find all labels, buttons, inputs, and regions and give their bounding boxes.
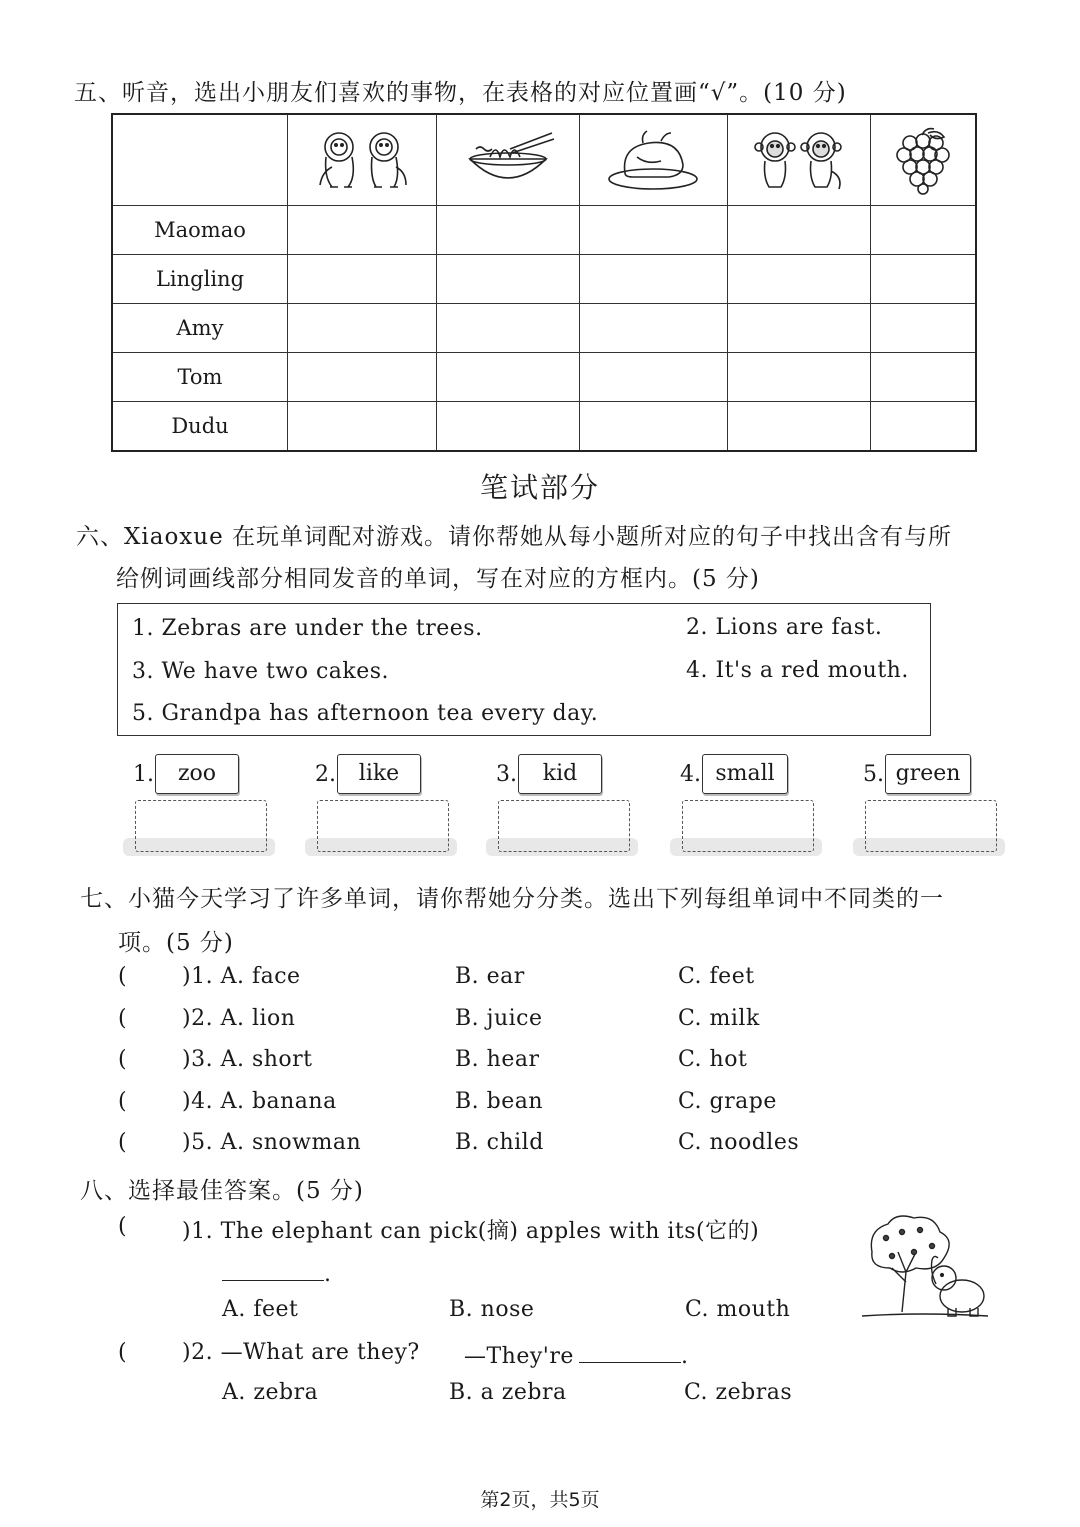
answer-cell[interactable] bbox=[579, 206, 728, 255]
question-text: )1. The elephant can pick(摘) apples with its(它的) bbox=[182, 1219, 760, 1244]
table-corner-cell bbox=[112, 114, 288, 206]
period: . bbox=[680, 1344, 689, 1369]
answer-cell[interactable] bbox=[288, 402, 437, 452]
example-word-box: like bbox=[337, 754, 421, 794]
section6-title-line1: 六、Xiaoxue 在玩单词配对游戏。请你帮她从每小题所对应的句子中找出含有与所 bbox=[76, 524, 952, 550]
written-part-heading: 笔试部分 bbox=[479, 471, 600, 504]
answer-cell[interactable] bbox=[871, 206, 976, 255]
lion-icon bbox=[288, 114, 437, 206]
question-option-b: B. child bbox=[455, 1130, 544, 1155]
answer-cell[interactable] bbox=[436, 206, 579, 255]
sentence-item: 5. Grandpa has afternoon tea every day. bbox=[132, 701, 599, 726]
answer-box[interactable] bbox=[135, 800, 267, 852]
section8-title: 八、选择最佳答案。(5 分) bbox=[80, 1178, 364, 1204]
answer-box[interactable] bbox=[498, 800, 630, 852]
answer-cell[interactable] bbox=[288, 255, 437, 304]
listening-table bbox=[111, 113, 977, 452]
answer-cell[interactable] bbox=[728, 255, 871, 304]
answer-cell[interactable] bbox=[871, 402, 976, 452]
question-option-b: B. juice bbox=[455, 1006, 543, 1031]
question-option-c: C. noodles bbox=[678, 1130, 800, 1155]
question-option-b: B. a zebra bbox=[449, 1380, 567, 1405]
period: . bbox=[324, 1262, 332, 1287]
answer-paren[interactable]: ( bbox=[118, 1089, 127, 1114]
student-name: Amy bbox=[112, 304, 288, 353]
answer-cell[interactable] bbox=[728, 304, 871, 353]
answer-cell[interactable] bbox=[436, 402, 579, 452]
answer-box[interactable] bbox=[682, 800, 814, 852]
noodles-icon bbox=[436, 114, 579, 206]
fill-blank[interactable] bbox=[464, 1340, 688, 1369]
section7-title-line1: 七、小猫今天学习了许多单词，请你帮她分分类。选出下列每组单词中不同类的一 bbox=[80, 886, 944, 912]
sentence-box bbox=[117, 603, 931, 736]
question-option-b: B. hear bbox=[455, 1047, 540, 1072]
word-number: 5. bbox=[863, 762, 884, 787]
table-row bbox=[112, 353, 976, 402]
answer-cell[interactable] bbox=[288, 304, 437, 353]
blank-line[interactable] bbox=[579, 1340, 681, 1363]
blank-line[interactable] bbox=[222, 1256, 324, 1281]
answer-cell[interactable] bbox=[871, 255, 976, 304]
table-row bbox=[112, 255, 976, 304]
answer-cell[interactable] bbox=[579, 255, 728, 304]
sentence-item: 2. Lions are fast. bbox=[686, 615, 883, 640]
question-option-b: B. ear bbox=[455, 964, 525, 989]
question-option-c: C. grape bbox=[678, 1089, 777, 1114]
answer-cell[interactable] bbox=[728, 353, 871, 402]
answer-paren[interactable]: ( bbox=[118, 1340, 127, 1365]
elephant-tree-illustration bbox=[862, 1212, 992, 1326]
section5-title: 五、听音，选出小朋友们喜欢的事物，在表格的对应位置画“√”。(10 分) bbox=[74, 80, 847, 106]
answer-paren[interactable]: ( bbox=[118, 964, 127, 989]
example-word-box: zoo bbox=[155, 754, 239, 794]
question-option-b: B. bean bbox=[455, 1089, 544, 1114]
example-word-box: green bbox=[885, 754, 971, 794]
answer-cell[interactable] bbox=[436, 255, 579, 304]
question-option-b: B. nose bbox=[449, 1297, 535, 1322]
question-option-c: C. milk bbox=[678, 1006, 760, 1031]
word-number: 4. bbox=[680, 762, 701, 787]
table-row bbox=[112, 402, 976, 452]
answer-cell[interactable] bbox=[436, 304, 579, 353]
word-number: 2. bbox=[315, 762, 336, 787]
answer-cell[interactable] bbox=[871, 353, 976, 402]
question-option-a: A. zebra bbox=[222, 1380, 319, 1405]
answer-paren[interactable]: ( bbox=[118, 1214, 127, 1239]
question-option-a: )4. A. banana bbox=[182, 1089, 337, 1114]
word-number: 1. bbox=[133, 762, 154, 787]
question-option-a: )3. A. short bbox=[182, 1047, 313, 1072]
answer-cell[interactable] bbox=[728, 206, 871, 255]
word-number: 3. bbox=[496, 762, 517, 787]
section6-title-line2: 给例词画线部分相同发音的单词，写在对应的方框内。(5 分) bbox=[116, 566, 760, 592]
table-row bbox=[112, 304, 976, 353]
sentence-item: 4. It's a red mouth. bbox=[686, 658, 909, 683]
answer-cell[interactable] bbox=[579, 353, 728, 402]
answer-cell[interactable] bbox=[579, 402, 728, 452]
fill-blank[interactable] bbox=[222, 1256, 332, 1287]
answer-box[interactable] bbox=[865, 800, 997, 852]
sentence-item: 3. We have two cakes. bbox=[132, 659, 390, 684]
answer-paren[interactable]: ( bbox=[118, 1130, 127, 1155]
answer-box[interactable] bbox=[317, 800, 449, 852]
answer-cell[interactable] bbox=[728, 402, 871, 452]
student-name: Lingling bbox=[112, 255, 288, 304]
page-number: 第2页，共5页 bbox=[480, 1489, 600, 1511]
sentence-item: 1. Zebras are under the trees. bbox=[132, 616, 483, 641]
answer-cell[interactable] bbox=[288, 206, 437, 255]
student-name: Tom bbox=[112, 353, 288, 402]
answer-paren[interactable]: ( bbox=[118, 1006, 127, 1031]
answer-cell[interactable] bbox=[436, 353, 579, 402]
answer-cell[interactable] bbox=[288, 353, 437, 402]
chicken-icon bbox=[579, 114, 728, 206]
question-text: )2. —What are they? bbox=[182, 1340, 420, 1365]
student-name: Maomao bbox=[112, 206, 288, 255]
student-name: Dudu bbox=[112, 402, 288, 452]
question-option-c: C. mouth bbox=[685, 1297, 791, 1322]
grapes-icon bbox=[871, 114, 976, 206]
table-header-row bbox=[112, 114, 976, 206]
answer-cell[interactable] bbox=[871, 304, 976, 353]
question-option-c: C. zebras bbox=[684, 1380, 793, 1405]
table-row bbox=[112, 206, 976, 255]
question-option-a: A. feet bbox=[222, 1297, 299, 1322]
question-option-a: )1. A. face bbox=[182, 964, 301, 989]
question-option-c: C. feet bbox=[678, 964, 755, 989]
question-option-a: )2. A. lion bbox=[182, 1006, 296, 1031]
example-word-box: small bbox=[702, 754, 788, 794]
question-option-a: )5. A. snowman bbox=[182, 1130, 362, 1155]
example-word-box: kid bbox=[518, 754, 602, 794]
answer-paren[interactable]: ( bbox=[118, 1047, 127, 1072]
section7-title-line2: 项。(5 分) bbox=[118, 930, 234, 956]
answer-cell[interactable] bbox=[579, 304, 728, 353]
monkey-icon bbox=[728, 114, 871, 206]
answer-prefix: —They're bbox=[464, 1344, 574, 1369]
question-option-c: C. hot bbox=[678, 1047, 748, 1072]
